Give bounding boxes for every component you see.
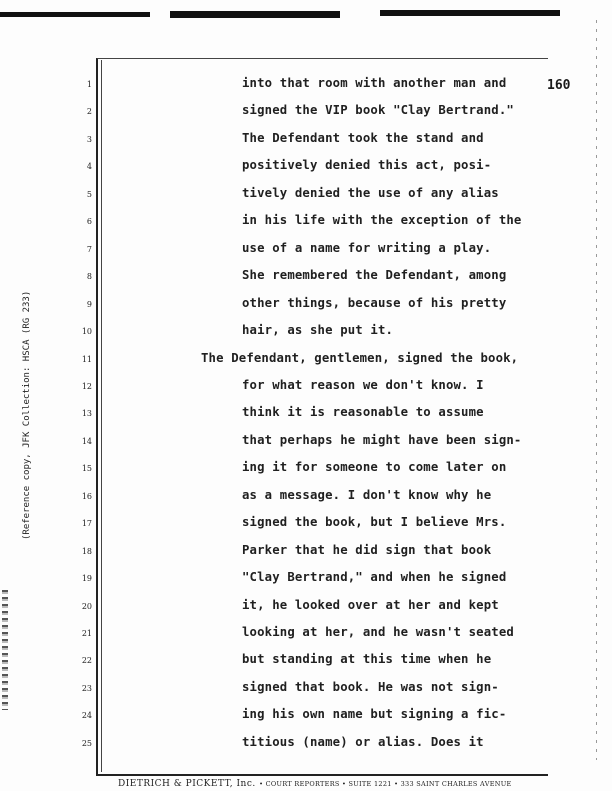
transcript-line: titious (name) or alias. Does it: [242, 734, 484, 749]
line-number: 24: [81, 711, 92, 721]
transcript-line: ing it for someone to come later on: [242, 460, 507, 475]
line-number: 22: [81, 656, 92, 666]
line-number: 20: [81, 601, 92, 611]
scan-edge-mark: [380, 10, 560, 16]
scan-edge-mark: [2, 590, 8, 710]
line-number: 6: [86, 217, 92, 227]
transcript-line: into that room with another man and: [242, 76, 507, 90]
footer-detail: • COURT REPORTERS • SUITE 1221 • 333 SAINT CHARLES AVENUE: [259, 780, 512, 788]
transcript-line: use of a name for writing a play.: [242, 240, 492, 255]
footer: [118, 779, 512, 789]
transcript-line: signed the VIP book "Clay Bertrand.": [242, 103, 514, 118]
page-number: 160: [547, 78, 571, 93]
transcript-line: positively denied this act, posi-: [242, 158, 492, 173]
transcript-line: but standing at this time when he: [242, 652, 492, 667]
line-number: 4: [86, 162, 92, 172]
line-number: 10: [81, 327, 92, 337]
line-number: 18: [81, 546, 92, 556]
transcript-line: that perhaps he might have been sign-: [242, 432, 522, 447]
line-number: 5: [86, 189, 92, 199]
transcript-line: think it is reasonable to assume: [242, 405, 484, 420]
line-number: 7: [86, 244, 92, 254]
line-number: 9: [86, 299, 92, 309]
transcript-line: other things, because of his pretty: [242, 295, 507, 310]
line-number: 11: [81, 354, 92, 364]
line-number: 8: [86, 272, 92, 282]
line-number: 13: [81, 409, 92, 419]
line-number: 17: [81, 519, 92, 529]
transcript-line: "Clay Bertrand," and when he signed: [242, 570, 507, 585]
line-number: 21: [81, 629, 92, 638]
transcript-line: as a message. I don't know why he: [242, 487, 492, 502]
transcript-line: for what reason we don't know. I: [242, 377, 484, 392]
transcript-line: it, he looked over at her and kept: [242, 597, 499, 612]
margin-rule: [101, 60, 102, 772]
line-number: 15: [81, 464, 92, 474]
transcript-line: in his life with the exception of the: [242, 213, 522, 228]
line-number: 2: [86, 107, 92, 117]
scan-edge-mark: [0, 12, 150, 17]
transcript-line: hair, as she put it.: [242, 323, 394, 338]
line-number: 25: [81, 738, 92, 748]
line-number: 1: [86, 80, 92, 89]
transcript-line: signed that book. He was not sign-: [242, 679, 499, 694]
reference-copy-note: (Reference copy, JFK Collection: HSCA (RG 233): [22, 290, 32, 540]
transcript-line: The Defendant, gentlemen, signed the book,: [201, 350, 519, 365]
footer-firm: DIETRICH & PICKETT, Inc.: [118, 779, 256, 789]
transcript-line: ing his own name but signing a fic-: [242, 707, 507, 722]
line-number: 12: [81, 381, 92, 391]
line-number: 19: [81, 574, 92, 584]
transcript-line: Parker that he did sign that book: [242, 542, 492, 557]
transcript-line: She remembered the Defendant, among: [242, 268, 507, 283]
transcript-line: tively denied the use of any alias: [242, 185, 499, 200]
line-number: 3: [86, 134, 92, 144]
line-number: 14: [81, 436, 92, 446]
transcript-line: signed the book, but I believe Mrs.: [242, 515, 507, 530]
transcript-line: The Defendant took the stand and: [242, 130, 484, 145]
line-number: 16: [81, 491, 92, 501]
scan-edge-mark: [170, 11, 340, 18]
line-number: 23: [81, 683, 92, 693]
scan-edge-mark: [596, 20, 597, 760]
transcript-line: looking at her, and he wasn't seated: [242, 625, 514, 639]
